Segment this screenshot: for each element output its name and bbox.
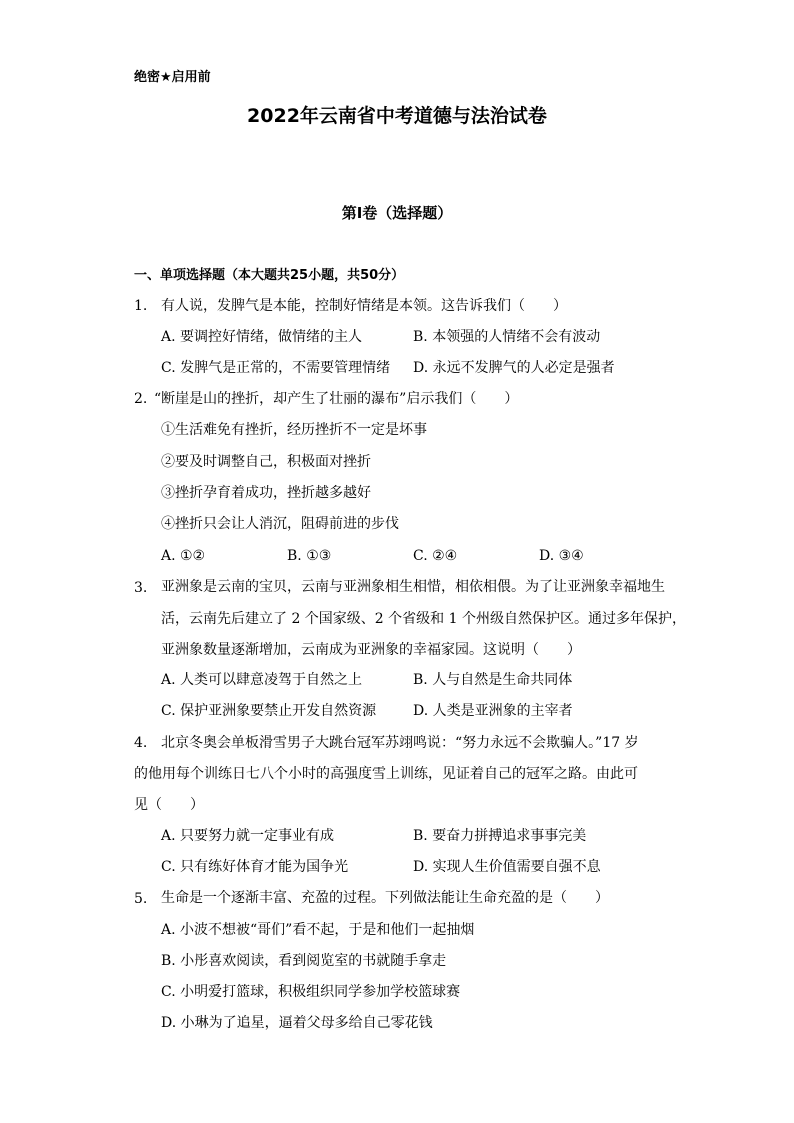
question-4-number: 4. — [134, 735, 148, 751]
question-2-stem: “断崖是山的挫折，却产生了壮丽的瀑布”启示我们（ ） — [154, 391, 519, 407]
question-4-stem-line-1: 北京冬奥会单板滑雪男子大跳台冠军苏翊鸣说：“努力永远不会欺骗人。”17 岁 — [161, 735, 639, 751]
question-1-option-d: D. 永远不发脾气的人必定是强者 — [413, 360, 615, 376]
question-3-number: 3. — [134, 580, 148, 596]
question-1-option-b: B. 本领强的人情绪不会有波动 — [413, 329, 601, 345]
question-5-option-c: C. 小明爱打篮球，积极组织同学参加学校篮球赛 — [161, 984, 461, 1000]
question-4-option-b: B. 要奋力拼搏追求事事完美 — [413, 828, 587, 844]
question-1-number: 1. — [134, 298, 148, 314]
question-5-option-a: A. 小波不想被“哥们”看不起，于是和他们一起抽烟 — [161, 922, 475, 938]
question-5-stem: 生命是一个逐渐丰富、充盈的过程。下列做法能让生命充盈的是（ ） — [161, 890, 609, 906]
question-2-option-a: A. ①② — [161, 548, 206, 564]
volume-heading: 第I卷（选择题） — [341, 204, 453, 222]
question-2-statement-1: ①生活难免有挫折，经历挫折不一定是坏事 — [161, 422, 427, 438]
page-title: 2022年云南省中考道德与法治试卷 — [247, 105, 547, 127]
question-2-statement-4: ④挫折只会让人消沉，阻碍前进的步伐 — [161, 516, 399, 532]
question-4-option-a: A. 只要努力就一定事业有成 — [161, 828, 335, 844]
question-2-option-b: B. ①③ — [287, 548, 332, 564]
question-4-option-d: D. 实现人生价值需要自强不息 — [413, 859, 601, 875]
question-5-option-b: B. 小彤喜欢阅读，看到阅览室的书就随手拿走 — [161, 953, 447, 969]
question-2-option-d: D. ③④ — [539, 548, 584, 564]
question-3-option-a: A. 人类可以肆意凌驾于自然之上 — [161, 672, 363, 688]
question-2-statement-2: ②要及时调整自己，积极面对挫折 — [161, 454, 371, 470]
question-3-stem-line-3: 亚洲象数量逐渐增加，云南成为亚洲象的幸福家园。这说明（ ） — [161, 642, 581, 658]
question-4-stem-line-2: 的他用每个训练日七八个小时的高强度雪上训练，见证着自己的冠军之路。由此可 — [134, 766, 638, 782]
question-5-number: 5. — [134, 891, 148, 907]
question-3-option-c: C. 保护亚洲象要禁止开发自然资源 — [161, 703, 377, 719]
question-3-option-b: B. 人与自然是生命共同体 — [413, 672, 573, 688]
question-5-option-d: D. 小琳为了追星，逼着父母多给自己零花钱 — [161, 1015, 433, 1031]
question-1-option-a: A. 要调控好情绪，做情绪的主人 — [161, 329, 363, 345]
section-heading: 一、单项选择题（本大题共25小题，共50分） — [134, 268, 405, 283]
question-3-stem-line-1: 亚洲象是云南的宝贝，云南与亚洲象相生相惜，相依相偎。为了让亚洲象幸福地生 — [161, 579, 665, 595]
question-3-stem-line-2: 活，云南先后建立了 2 个国家级、2 个省级和 1 个州级自然保护区。通过多年保护， — [161, 611, 686, 627]
question-2-statement-3: ③挫折孕育着成功，挫折越多越好 — [161, 485, 371, 501]
question-2-option-c: C. ②④ — [413, 548, 458, 564]
question-3-option-d: D. 人类是亚洲象的主宰者 — [413, 703, 573, 719]
question-4-option-c: C. 只有练好体育才能为国争光 — [161, 859, 349, 875]
question-1-option-c: C. 发脾气是正常的，不需要管理情绪 — [161, 360, 391, 376]
question-4-stem-line-3: 见（ ） — [134, 797, 204, 813]
question-2-number: 2. — [134, 391, 148, 407]
confidential-label: 绝密★启用前 — [134, 70, 211, 85]
question-1-stem: 有人说，发脾气是本能，控制好情绪是本领。这告诉我们（ ） — [161, 298, 567, 314]
